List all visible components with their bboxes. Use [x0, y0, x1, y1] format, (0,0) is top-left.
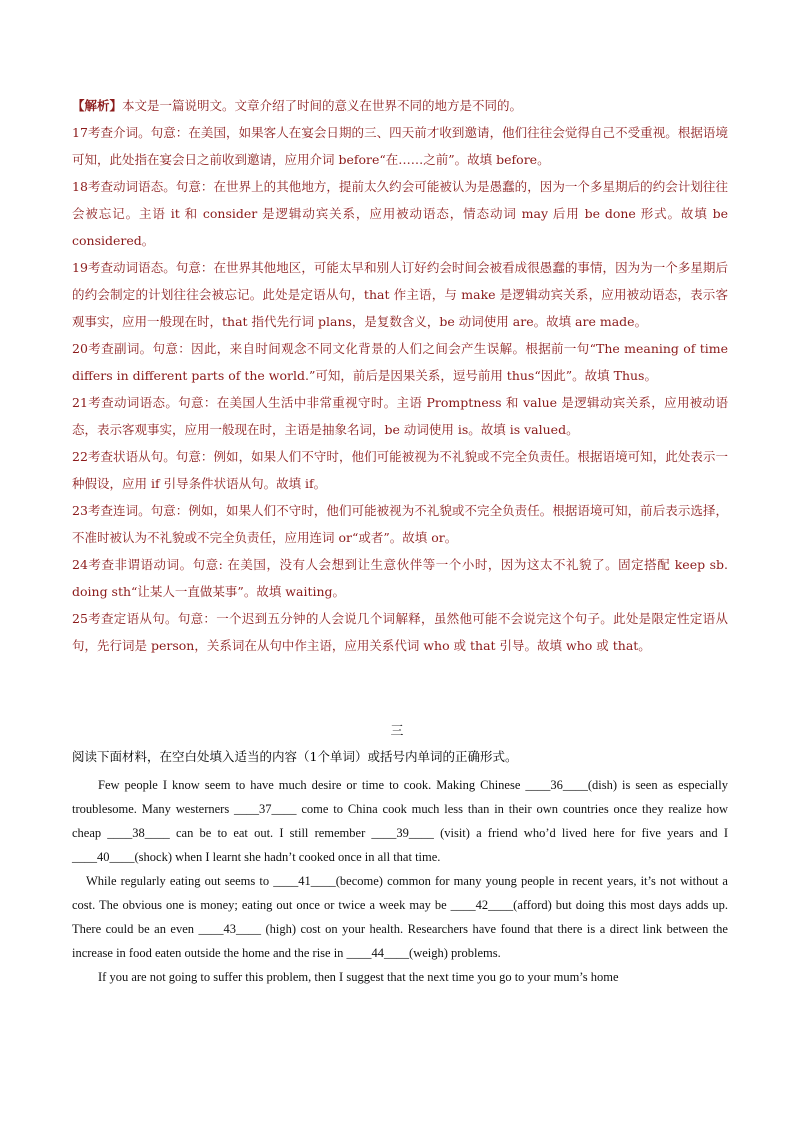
- analysis-item-23: 23考查连词。句意：例如，如果人们不守时，他们可能被视为不礼貌或不完全负责任。根据语境可知，前后表示选择，不准时被认为不礼貌或不完全负责任，应用连词 or“或者”。故填 or。: [72, 503, 728, 545]
- analysis-item-17: 17考查介词。句意：在美国，如果客人在宴会日期的三、四天前才收到邀请，他们往往会觉得自己不受重视。根据语境可知，此处指在宴会日之前收到邀请，应用介词 before“在……之前”。故填 before。: [72, 125, 728, 167]
- section-instruction: 阅读下面材料，在空白处填入适当的内容（1个单词）或括号内单词的正确形式。: [72, 749, 518, 764]
- analysis-item-24: 24考查非谓语动词。句意: 在美国，没有人会想到让生意伙伴等一个小时，因为这太不礼貌了。固定搭配 keep sb. doing sth“让某人一直做某事”。故填 waiting。: [72, 557, 728, 599]
- analysis-intro-text: 本文是一篇说明文。文章介绍了时间的意义在世界不同的地方是不同的。: [122, 98, 523, 113]
- section-number: 三: [390, 724, 404, 739]
- analysis-section: [72, 92, 728, 659]
- analysis-intro: [72, 92, 728, 119]
- analysis-item-25: 25考查定语从句。句意：一个迟到五分钟的人会说几个词解释，虽然他可能不会说完这个句子。此处是限定性定语从句，先行词是 person，关系词在从句中作主语，应用关系代词 who 或 that 引导。故填 who 或 that。: [72, 611, 728, 653]
- passage-paragraph-2: While regularly eating out seems to ____41____(become) common for many young people in recent years, it’s not without a cost. The obvious one is money; eating out once or twice a week may be ____42____(afford) but doing this most days adds up. There could be an even ____43____ (high) cost on your health. Researchers have found that there is a direct link between the increase in food eaten outside the home and the rise in ____44____(weigh) problems.: [72, 874, 728, 960]
- analysis-item-20: 20考查副词。句意：因此，来自时间观念不同文化背景的人们之间会产生误解。根据前一句“The meaning of time differs in different parts of the world.”可知，前后是因果关系，逗号前用 thus“因此”。故填 Thus。: [72, 341, 728, 383]
- analysis-tag: 【解析】: [72, 98, 123, 113]
- reading-passage: [72, 773, 728, 989]
- passage-paragraph-3: If you are not going to suffer this problem, then I suggest that the next time you go to your mum’s home: [98, 970, 619, 984]
- analysis-item-21: 21考查动词语态。句意：在美国人生活中非常重视守时。主语 Promptness 和 value 是逻辑动宾关系，应用被动语态，表示客观事实，应用一般现在时，主语是抽象名词，be 动词使用 is。故填 is valued。: [72, 395, 728, 437]
- passage-paragraph-1: Few people I know seem to have much desire or time to cook. Making Chinese ____36____(dish) is seen as especially troublesome. Many westerners ____37____ come to China cook much less than in their own countries once they realize how cheap ____38____ can be to eat out. I still remember ____39____ (visit) a friend who’d lived here for five years and I ____40____(shock) when I learnt she hadn’t cooked once in all that time.: [72, 778, 728, 864]
- analysis-item-22: 22考查状语从句。句意：例如，如果人们不守时，他们可能被视为不礼貌或不完全负责任。根据语境可知，此处表示一种假设，应用 if 引导条件状语从句。故填 if。: [72, 449, 728, 491]
- analysis-item-19: 19考查动词语态。句意：在世界其他地区，可能太早和别人订好约会时间会被看成很愚蠢的事情，因为为一个多星期后的约会制定的计划往往会被忘记。此处是定语从句，that 作主语，与 make 是逻辑动宾关系，应用被动语态，表示客观事实，应用一般现在时，that 指代先行词 plans，是复数含义，be 动词使用 are。故填 are made。: [72, 260, 728, 329]
- analysis-item-18: 18考查动词语态。句意：在世界上的其他地方，提前太久约会可能被认为是愚蠢的，因为一个多星期后的约会计划往往会被忘记。主语 it 和 consider 是逻辑动宾关系，应用被动语态，情态动词 may 后用 be done 形式。故填 be considered。: [72, 179, 728, 248]
